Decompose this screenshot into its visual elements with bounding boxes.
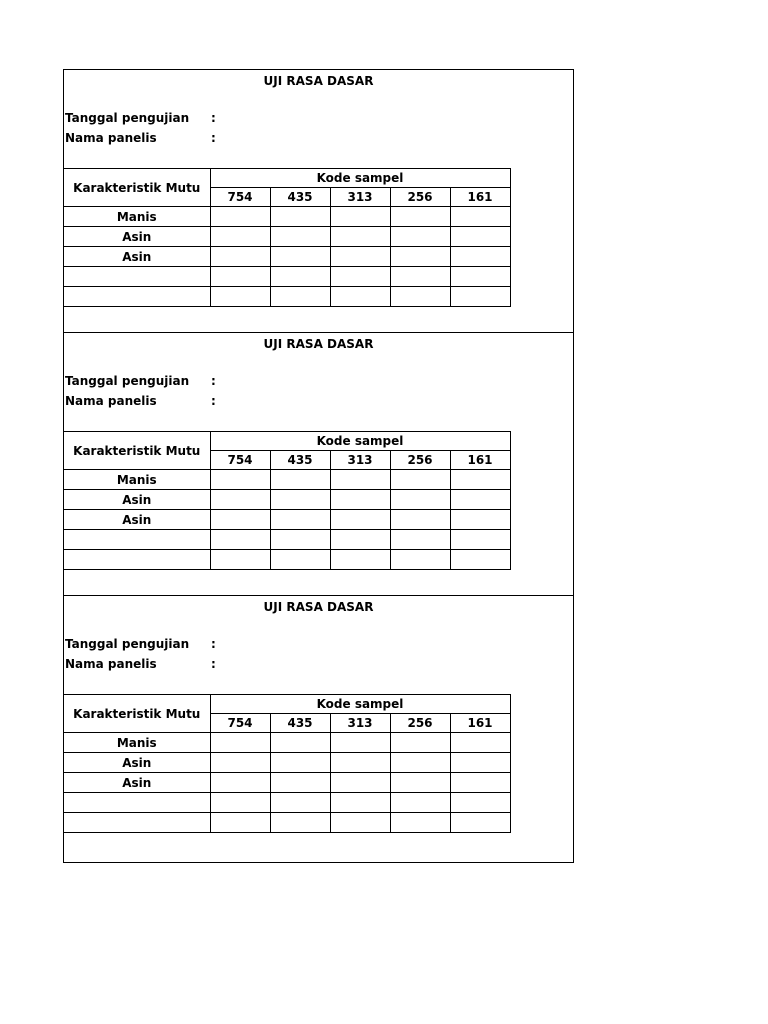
test-date-field	[65, 111, 216, 125]
score-input-cell[interactable]	[390, 550, 450, 570]
score-input-cell[interactable]	[450, 813, 510, 833]
characteristic-cell	[64, 793, 210, 813]
score-input-cell[interactable]	[390, 793, 450, 813]
score-input-cell[interactable]	[210, 207, 270, 227]
score-input-cell[interactable]	[330, 247, 390, 267]
score-input-cell[interactable]	[450, 773, 510, 793]
table-row	[64, 813, 510, 833]
sample-code-cell: 256	[390, 451, 450, 470]
score-input-cell[interactable]	[390, 510, 450, 530]
score-table	[64, 168, 511, 307]
score-input-cell[interactable]	[330, 530, 390, 550]
score-input-cell[interactable]	[330, 793, 390, 813]
test-date-field	[65, 374, 216, 388]
sample-code-cell: 313	[330, 714, 390, 733]
table-header-row	[64, 432, 510, 451]
score-input-cell[interactable]	[270, 733, 330, 753]
test-date-label: Tanggal pengujian	[65, 374, 190, 388]
score-input-cell[interactable]	[210, 287, 270, 307]
characteristic-cell: Asin	[64, 510, 210, 530]
table-row	[64, 247, 510, 267]
panelist-name-field	[65, 657, 216, 671]
score-input-cell[interactable]	[270, 813, 330, 833]
characteristic-cell	[64, 267, 210, 287]
characteristic-cell: Asin	[64, 227, 210, 247]
panelist-name-label: Nama panelis	[65, 657, 157, 671]
panelist-name-field	[65, 131, 216, 145]
test-date-field	[65, 637, 216, 651]
score-input-cell[interactable]	[210, 227, 270, 247]
score-table	[64, 694, 511, 833]
table-row	[64, 550, 510, 570]
score-input-cell[interactable]	[330, 207, 390, 227]
score-input-cell[interactable]	[390, 733, 450, 753]
score-input-cell[interactable]	[330, 267, 390, 287]
table-row	[64, 530, 510, 550]
score-input-cell[interactable]	[270, 510, 330, 530]
panelist-name-label: Nama panelis	[65, 131, 157, 145]
score-input-cell[interactable]	[270, 773, 330, 793]
score-input-cell[interactable]	[270, 227, 330, 247]
characteristic-cell	[64, 813, 210, 833]
score-input-cell[interactable]	[450, 267, 510, 287]
panelist-name-colon: :	[211, 131, 216, 145]
score-input-cell[interactable]	[210, 470, 270, 490]
score-input-cell[interactable]	[450, 207, 510, 227]
score-input-cell[interactable]	[270, 793, 330, 813]
sample-code-cell: 435	[270, 714, 330, 733]
score-input-cell[interactable]	[210, 510, 270, 530]
table-row	[64, 267, 510, 287]
score-input-cell[interactable]	[270, 530, 330, 550]
sample-code-cell: 256	[390, 188, 450, 207]
score-input-cell[interactable]	[450, 470, 510, 490]
score-input-cell[interactable]	[450, 490, 510, 510]
score-input-cell[interactable]	[270, 550, 330, 570]
score-input-cell[interactable]	[270, 470, 330, 490]
score-input-cell[interactable]	[390, 227, 450, 247]
table-row	[64, 207, 510, 227]
characteristic-cell: Asin	[64, 753, 210, 773]
taste-test-form	[64, 70, 573, 333]
test-date-colon: :	[211, 111, 216, 125]
score-input-cell[interactable]	[210, 530, 270, 550]
table-row	[64, 510, 510, 530]
form-sheet	[63, 69, 574, 863]
table-row	[64, 470, 510, 490]
test-date-colon: :	[211, 374, 216, 388]
score-input-cell[interactable]	[390, 247, 450, 267]
table-row	[64, 490, 510, 510]
panelist-name-colon: :	[211, 394, 216, 408]
characteristic-cell: Asin	[64, 490, 210, 510]
characteristic-header: Karakteristik Mutu	[64, 169, 210, 207]
score-input-cell[interactable]	[450, 793, 510, 813]
score-input-cell[interactable]	[390, 207, 450, 227]
panelist-name-label: Nama panelis	[65, 394, 157, 408]
table-row	[64, 227, 510, 247]
score-input-cell[interactable]	[390, 813, 450, 833]
table-header-row	[64, 169, 510, 188]
characteristic-cell: Manis	[64, 470, 210, 490]
sample-code-cell: 256	[390, 714, 450, 733]
score-input-cell[interactable]	[330, 813, 390, 833]
score-input-cell[interactable]	[330, 287, 390, 307]
sample-code-header: Kode sampel	[210, 432, 510, 451]
score-input-cell[interactable]	[330, 227, 390, 247]
score-input-cell[interactable]	[210, 550, 270, 570]
score-input-cell[interactable]	[210, 490, 270, 510]
score-input-cell[interactable]	[450, 227, 510, 247]
score-input-cell[interactable]	[210, 773, 270, 793]
sample-code-cell: 161	[450, 451, 510, 470]
test-date-colon: :	[211, 637, 216, 651]
score-input-cell[interactable]	[330, 510, 390, 530]
sample-code-cell: 313	[330, 188, 390, 207]
characteristic-cell	[64, 287, 210, 307]
form-title: UJI RASA DASAR	[263, 337, 374, 351]
score-input-cell[interactable]	[270, 207, 330, 227]
score-input-cell[interactable]	[330, 470, 390, 490]
score-input-cell[interactable]	[270, 753, 330, 773]
score-input-cell[interactable]	[450, 510, 510, 530]
score-input-cell[interactable]	[450, 530, 510, 550]
sample-code-cell: 435	[270, 188, 330, 207]
score-input-cell[interactable]	[210, 793, 270, 813]
table-row	[64, 773, 510, 793]
form-title: UJI RASA DASAR	[263, 600, 374, 614]
score-input-cell[interactable]	[390, 773, 450, 793]
score-input-cell[interactable]	[450, 753, 510, 773]
score-input-cell[interactable]	[390, 470, 450, 490]
score-input-cell[interactable]	[270, 247, 330, 267]
score-input-cell[interactable]	[450, 287, 510, 307]
test-date-label: Tanggal pengujian	[65, 637, 190, 651]
score-input-cell[interactable]	[270, 287, 330, 307]
score-input-cell[interactable]	[390, 267, 450, 287]
score-table	[64, 431, 511, 570]
score-input-cell[interactable]	[450, 733, 510, 753]
score-input-cell[interactable]	[210, 247, 270, 267]
score-input-cell[interactable]	[210, 267, 270, 287]
table-row	[64, 287, 510, 307]
form-title: UJI RASA DASAR	[263, 74, 374, 88]
sample-code-cell: 161	[450, 188, 510, 207]
panelist-name-field	[65, 394, 216, 408]
characteristic-cell: Asin	[64, 247, 210, 267]
score-input-cell[interactable]	[390, 753, 450, 773]
score-input-cell[interactable]	[270, 490, 330, 510]
characteristic-cell: Manis	[64, 733, 210, 753]
sample-code-cell: 161	[450, 714, 510, 733]
sample-code-cell: 435	[270, 451, 330, 470]
score-input-cell[interactable]	[330, 490, 390, 510]
sample-code-cell: 313	[330, 451, 390, 470]
score-input-cell[interactable]	[210, 813, 270, 833]
table-row	[64, 753, 510, 773]
taste-test-form	[64, 333, 573, 596]
table-row	[64, 793, 510, 813]
characteristic-cell	[64, 530, 210, 550]
characteristic-header: Karakteristik Mutu	[64, 695, 210, 733]
table-row	[64, 733, 510, 753]
sample-code-cell: 754	[210, 188, 270, 207]
score-input-cell[interactable]	[450, 550, 510, 570]
score-input-cell[interactable]	[390, 530, 450, 550]
score-input-cell[interactable]	[390, 490, 450, 510]
sample-code-header: Kode sampel	[210, 169, 510, 188]
characteristic-cell	[64, 550, 210, 570]
sample-code-cell: 754	[210, 451, 270, 470]
characteristic-header: Karakteristik Mutu	[64, 432, 210, 470]
score-input-cell[interactable]	[450, 247, 510, 267]
score-input-cell[interactable]	[330, 733, 390, 753]
sample-code-cell: 754	[210, 714, 270, 733]
sample-code-header: Kode sampel	[210, 695, 510, 714]
score-input-cell[interactable]	[210, 753, 270, 773]
score-input-cell[interactable]	[390, 287, 450, 307]
taste-test-form	[64, 596, 573, 862]
characteristic-cell: Asin	[64, 773, 210, 793]
score-input-cell[interactable]	[270, 267, 330, 287]
characteristic-cell: Manis	[64, 207, 210, 227]
score-input-cell[interactable]	[330, 550, 390, 570]
test-date-label: Tanggal pengujian	[65, 111, 190, 125]
table-header-row	[64, 695, 510, 714]
score-input-cell[interactable]	[330, 773, 390, 793]
panelist-name-colon: :	[211, 657, 216, 671]
score-input-cell[interactable]	[330, 753, 390, 773]
score-input-cell[interactable]	[210, 733, 270, 753]
